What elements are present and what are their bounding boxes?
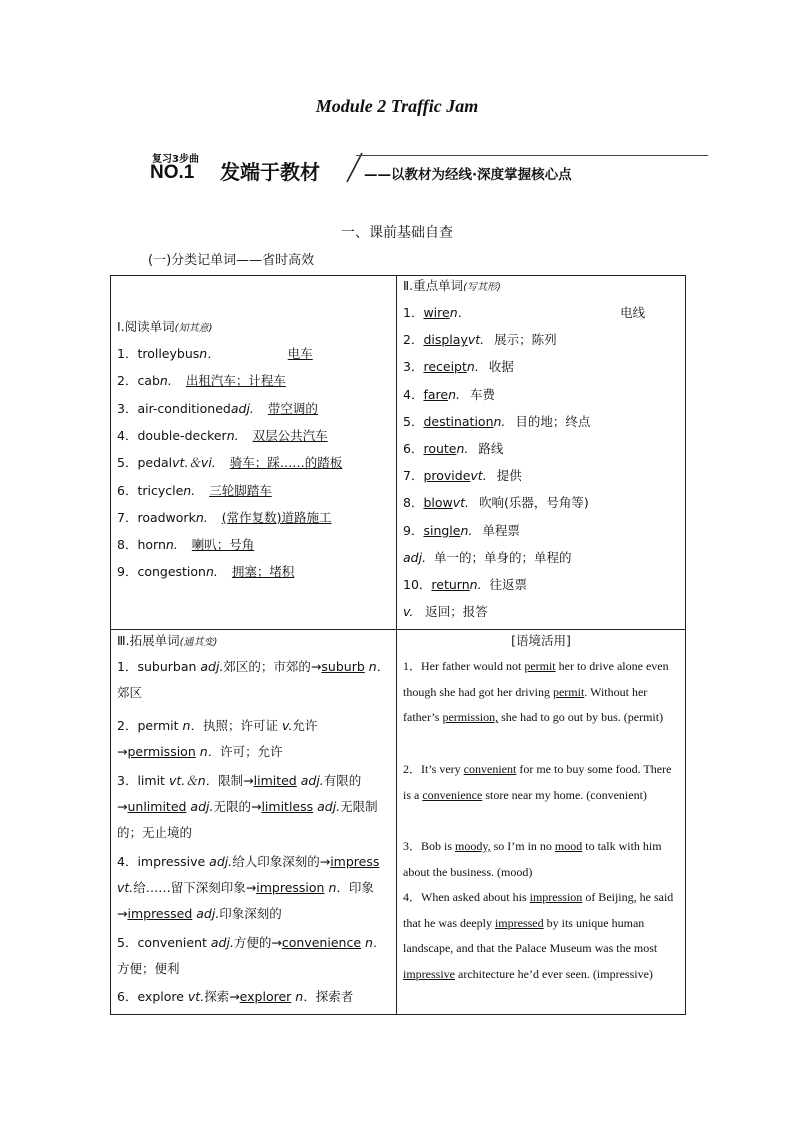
pos: n．	[182, 718, 203, 733]
item-word: receipt	[423, 359, 467, 375]
item-num: 5．	[117, 455, 138, 471]
item-word: tricycle	[137, 482, 184, 498]
word: return	[431, 577, 470, 592]
answer: impression	[529, 890, 583, 904]
page-title: Module 2 Traffic Jam	[315, 96, 479, 116]
key-item-10	[403, 577, 527, 593]
item-pos: vt.＆vi.	[172, 455, 216, 471]
item-pos: vt.	[467, 332, 485, 348]
item-word: congestion	[137, 564, 206, 580]
answer: impressed	[127, 906, 193, 921]
item-num: 9．	[117, 564, 138, 580]
section-heading: 一、课前基础自查	[341, 225, 453, 241]
item-word: double-decker	[137, 427, 227, 443]
t: she had to go out by bus. (permit)	[498, 710, 664, 725]
answer: mood	[554, 839, 583, 853]
item-num: 1．	[403, 305, 424, 320]
pos: n．	[195, 744, 221, 759]
t: 1．suburban	[117, 659, 201, 674]
item-word: display	[423, 332, 468, 348]
t: 执照；许可证	[202, 718, 282, 733]
item-word: destination	[423, 413, 494, 429]
expand-header-text: Ⅲ.拓展单词	[117, 633, 180, 648]
item-answer: 吹响(乐器，号角等)	[479, 495, 589, 511]
expand-entry-1	[117, 654, 390, 706]
item-num: 2．	[403, 332, 424, 348]
item-pos: n.	[456, 441, 469, 456]
key-header	[403, 278, 501, 296]
key-words-cell	[397, 276, 686, 630]
t: 给……留下深刻印象→	[133, 880, 257, 895]
reading-header	[117, 319, 212, 337]
key-header-text: Ⅱ.重点单词	[403, 278, 464, 293]
reading-header-text: Ⅰ.阅读单词	[117, 319, 175, 334]
item-word: blow	[423, 495, 453, 511]
t: 限制→	[218, 773, 254, 788]
item-num: 6．	[117, 482, 138, 498]
list-item	[117, 346, 313, 362]
pos: vt.＆n．	[168, 773, 219, 788]
item-word: wire	[423, 305, 450, 320]
answer: convenience	[281, 935, 362, 950]
pos: adj.	[210, 935, 234, 950]
pos: n．	[364, 659, 390, 674]
item-answer: 展示；陈列	[494, 332, 557, 348]
item-pos: n．	[199, 346, 220, 361]
answer: permit	[552, 684, 585, 699]
item-word: horn	[137, 537, 166, 553]
item-answer: 三轮脚踏车	[209, 482, 272, 498]
pos: adj.	[296, 773, 324, 788]
answer: permission,	[442, 710, 499, 725]
item-answer: 电线	[620, 305, 646, 320]
item-answer: 拥塞；堵积	[231, 564, 295, 580]
answer: impressed	[494, 915, 544, 930]
list-item	[117, 455, 342, 471]
t: of Beijing, he said that he was deeply	[403, 890, 674, 930]
item-num: 6．	[403, 441, 424, 456]
item-num: 8．	[403, 495, 424, 511]
item-pos: n．	[449, 305, 471, 320]
context-item-4	[403, 885, 679, 987]
banner-main-title: 发端于教材	[220, 160, 320, 184]
pos: adj.	[403, 550, 427, 565]
list-item	[117, 373, 286, 389]
item-pos: n.	[460, 522, 473, 538]
pos: adj.	[186, 799, 214, 814]
num: 10．	[403, 577, 432, 592]
answer: permission	[127, 744, 196, 759]
t: her to drive alone even though she had got her driving	[403, 659, 669, 699]
t: by its unique human landscape, and that the Palace Museum was the most	[403, 915, 658, 956]
item-word: cab	[137, 373, 160, 389]
t: 无限的→	[213, 799, 262, 814]
t: 3．limit	[117, 773, 169, 788]
item-pos: n.	[493, 413, 506, 429]
item-answer: 收据	[488, 359, 514, 375]
banner-rule	[356, 155, 708, 156]
item-pos: vt.	[452, 495, 470, 511]
list-item	[403, 495, 589, 511]
answer: moody,	[455, 839, 491, 853]
pos: v.	[281, 718, 293, 733]
t: 许可；允许	[220, 744, 283, 759]
item-answer: 喇叭；号角	[191, 537, 255, 553]
answer: 往返票	[489, 577, 528, 592]
answer: 单一的；单身的；单程的	[434, 550, 572, 565]
t: 探索→	[204, 989, 240, 1004]
item-pos: n.	[448, 386, 460, 402]
t: so I’m in no	[490, 839, 555, 853]
pos: n．	[361, 935, 386, 950]
t: 4．When asked about his	[403, 890, 530, 904]
item-word: roadwork	[137, 509, 196, 525]
t: 方便的→	[233, 935, 282, 950]
item-pos: n.	[159, 373, 172, 389]
answer: convenient	[463, 762, 517, 776]
expansion-words-cell	[111, 630, 397, 1015]
answer: suburb	[321, 659, 365, 674]
item-num: 7．	[403, 468, 424, 484]
t: 5．convenient	[117, 935, 211, 950]
item-num: 5．	[403, 413, 424, 429]
pos: vt.	[187, 989, 205, 1004]
item-num: 4．	[403, 386, 424, 402]
item-pos: adj.	[230, 400, 254, 416]
answer: explorer	[239, 989, 292, 1004]
t: 无限制的；无止境的	[117, 799, 378, 840]
t: 有限的→	[117, 773, 362, 814]
item-answer: 带空调的	[267, 400, 318, 416]
item-word: single	[423, 522, 461, 538]
item-answer: 提供	[496, 468, 522, 484]
pos: adj.	[192, 906, 220, 921]
t: 3．Bob is	[403, 839, 456, 853]
list-item	[117, 564, 294, 580]
t: 方便；便利	[117, 961, 180, 976]
item-answer: 单程票	[482, 522, 520, 538]
item-answer: (常作复数)道路施工	[221, 509, 332, 525]
answer: limitless	[261, 799, 314, 814]
expand-header	[117, 633, 217, 651]
expand-entry-5	[117, 930, 390, 982]
context-item-1	[403, 654, 679, 731]
t: 郊区的；市郊的→	[223, 659, 322, 674]
answer: impressive	[403, 966, 455, 981]
pos: vt.	[117, 880, 134, 895]
t: 探索者	[315, 989, 354, 1004]
expand-entry-6	[117, 984, 390, 1010]
item-answer: 路线	[478, 441, 504, 456]
reading-words-cell	[111, 276, 397, 630]
item-word: route	[423, 441, 457, 456]
item-pos: n.	[466, 359, 479, 375]
t: 6．explore	[117, 989, 188, 1004]
list-item	[117, 510, 331, 526]
expand-entry-2	[117, 713, 390, 765]
item-answer: 车费	[469, 386, 495, 402]
subsection-heading: (一)分类记单词——省时高效	[148, 253, 315, 268]
pos: v.	[403, 604, 414, 619]
t: 郊区	[117, 685, 143, 700]
t: 2．It’s very	[403, 762, 464, 776]
item-pos: n.	[226, 427, 239, 443]
item-pos: n.	[183, 482, 196, 498]
t: store near my home. (convenient)	[482, 787, 647, 802]
t: architecture he’d ever seen. (impressive)	[455, 966, 653, 981]
item-word: trolleybus	[137, 346, 200, 361]
t: 印象→	[117, 880, 374, 921]
list-item	[403, 414, 590, 430]
section-banner	[150, 148, 710, 188]
banner-small-label: 复习3步曲	[152, 154, 199, 165]
list-item	[403, 468, 522, 484]
pos: n．	[291, 989, 316, 1004]
item-num: 1．	[117, 346, 138, 361]
item-answer: 双层公共汽车	[252, 427, 328, 443]
answer: permit	[524, 659, 556, 673]
item-num: 9．	[403, 522, 424, 538]
list-item	[117, 401, 318, 417]
item-pos: n.	[195, 509, 208, 525]
answer: impress	[330, 854, 380, 869]
item-num: 7．	[117, 509, 138, 525]
item-num: 2．	[117, 373, 138, 389]
banner-no1: NO.1	[150, 162, 195, 183]
pos: adj.	[313, 799, 341, 814]
vocabulary-table	[110, 275, 686, 1015]
item-num: 8．	[117, 537, 138, 553]
t: 1．Her father would not	[403, 659, 525, 673]
item-word: pedal	[137, 455, 173, 471]
item-num: 3．	[117, 400, 138, 416]
key-extra2	[403, 604, 488, 620]
list-item	[117, 428, 328, 444]
key-extra1	[403, 550, 572, 566]
list-item	[403, 523, 520, 539]
pos: adj.	[209, 854, 233, 869]
t: . Without her father’s	[403, 684, 648, 725]
list-item	[403, 332, 557, 348]
item-answer: 出租汽车；计程车	[185, 373, 286, 389]
expand-entry-4	[117, 849, 390, 927]
t: for me to buy some food. There is a	[403, 762, 672, 802]
answer: impression	[256, 880, 325, 895]
answer: 返回；报答	[425, 604, 488, 619]
list-item	[117, 537, 254, 553]
t: 给人印象深刻的→	[232, 854, 331, 869]
key-header-note: (写其形)	[463, 282, 501, 293]
item-pos: n.	[165, 537, 178, 553]
context-item-2	[403, 757, 679, 808]
t: to talk with him about the business. (mood)	[403, 839, 662, 879]
list-item	[117, 483, 272, 499]
t: 4．impressive	[117, 854, 210, 869]
list-item	[403, 359, 514, 375]
banner-subtitle: ——以教材为经线·深度掌握核心点	[364, 167, 572, 183]
pos: n．	[324, 880, 349, 895]
item-pos: vt.	[470, 468, 487, 484]
answer: limited	[253, 773, 297, 788]
item-answer: 电车	[287, 346, 313, 361]
item-word: fare	[423, 386, 449, 402]
item-num: 4．	[117, 427, 138, 443]
item-answer: 骑车；踩……的踏板	[229, 455, 343, 471]
item-word: provide	[423, 468, 471, 484]
expand-header-note: (通其变)	[179, 637, 218, 648]
expand-entry-3	[117, 768, 390, 846]
item-pos: n.	[205, 564, 218, 580]
list-item	[403, 441, 503, 457]
pos: n.	[469, 577, 482, 592]
t: 2．permit	[117, 718, 183, 733]
context-header: [语境活用]	[511, 633, 571, 648]
context-item-3	[403, 834, 679, 885]
pos: adj.	[200, 659, 224, 674]
item-answer: 目的地；终点	[515, 413, 591, 429]
t: 允许→	[117, 718, 318, 759]
answer: convenience	[422, 787, 483, 802]
t: 印象深刻的	[219, 906, 282, 921]
item-num: 3．	[403, 359, 424, 375]
list-item	[403, 305, 645, 321]
answer: unlimited	[127, 799, 187, 814]
context-usage-cell	[397, 630, 686, 1015]
item-word: air-conditioned	[137, 400, 231, 416]
list-item	[403, 387, 495, 403]
reading-header-note: (知其意)	[174, 323, 213, 334]
